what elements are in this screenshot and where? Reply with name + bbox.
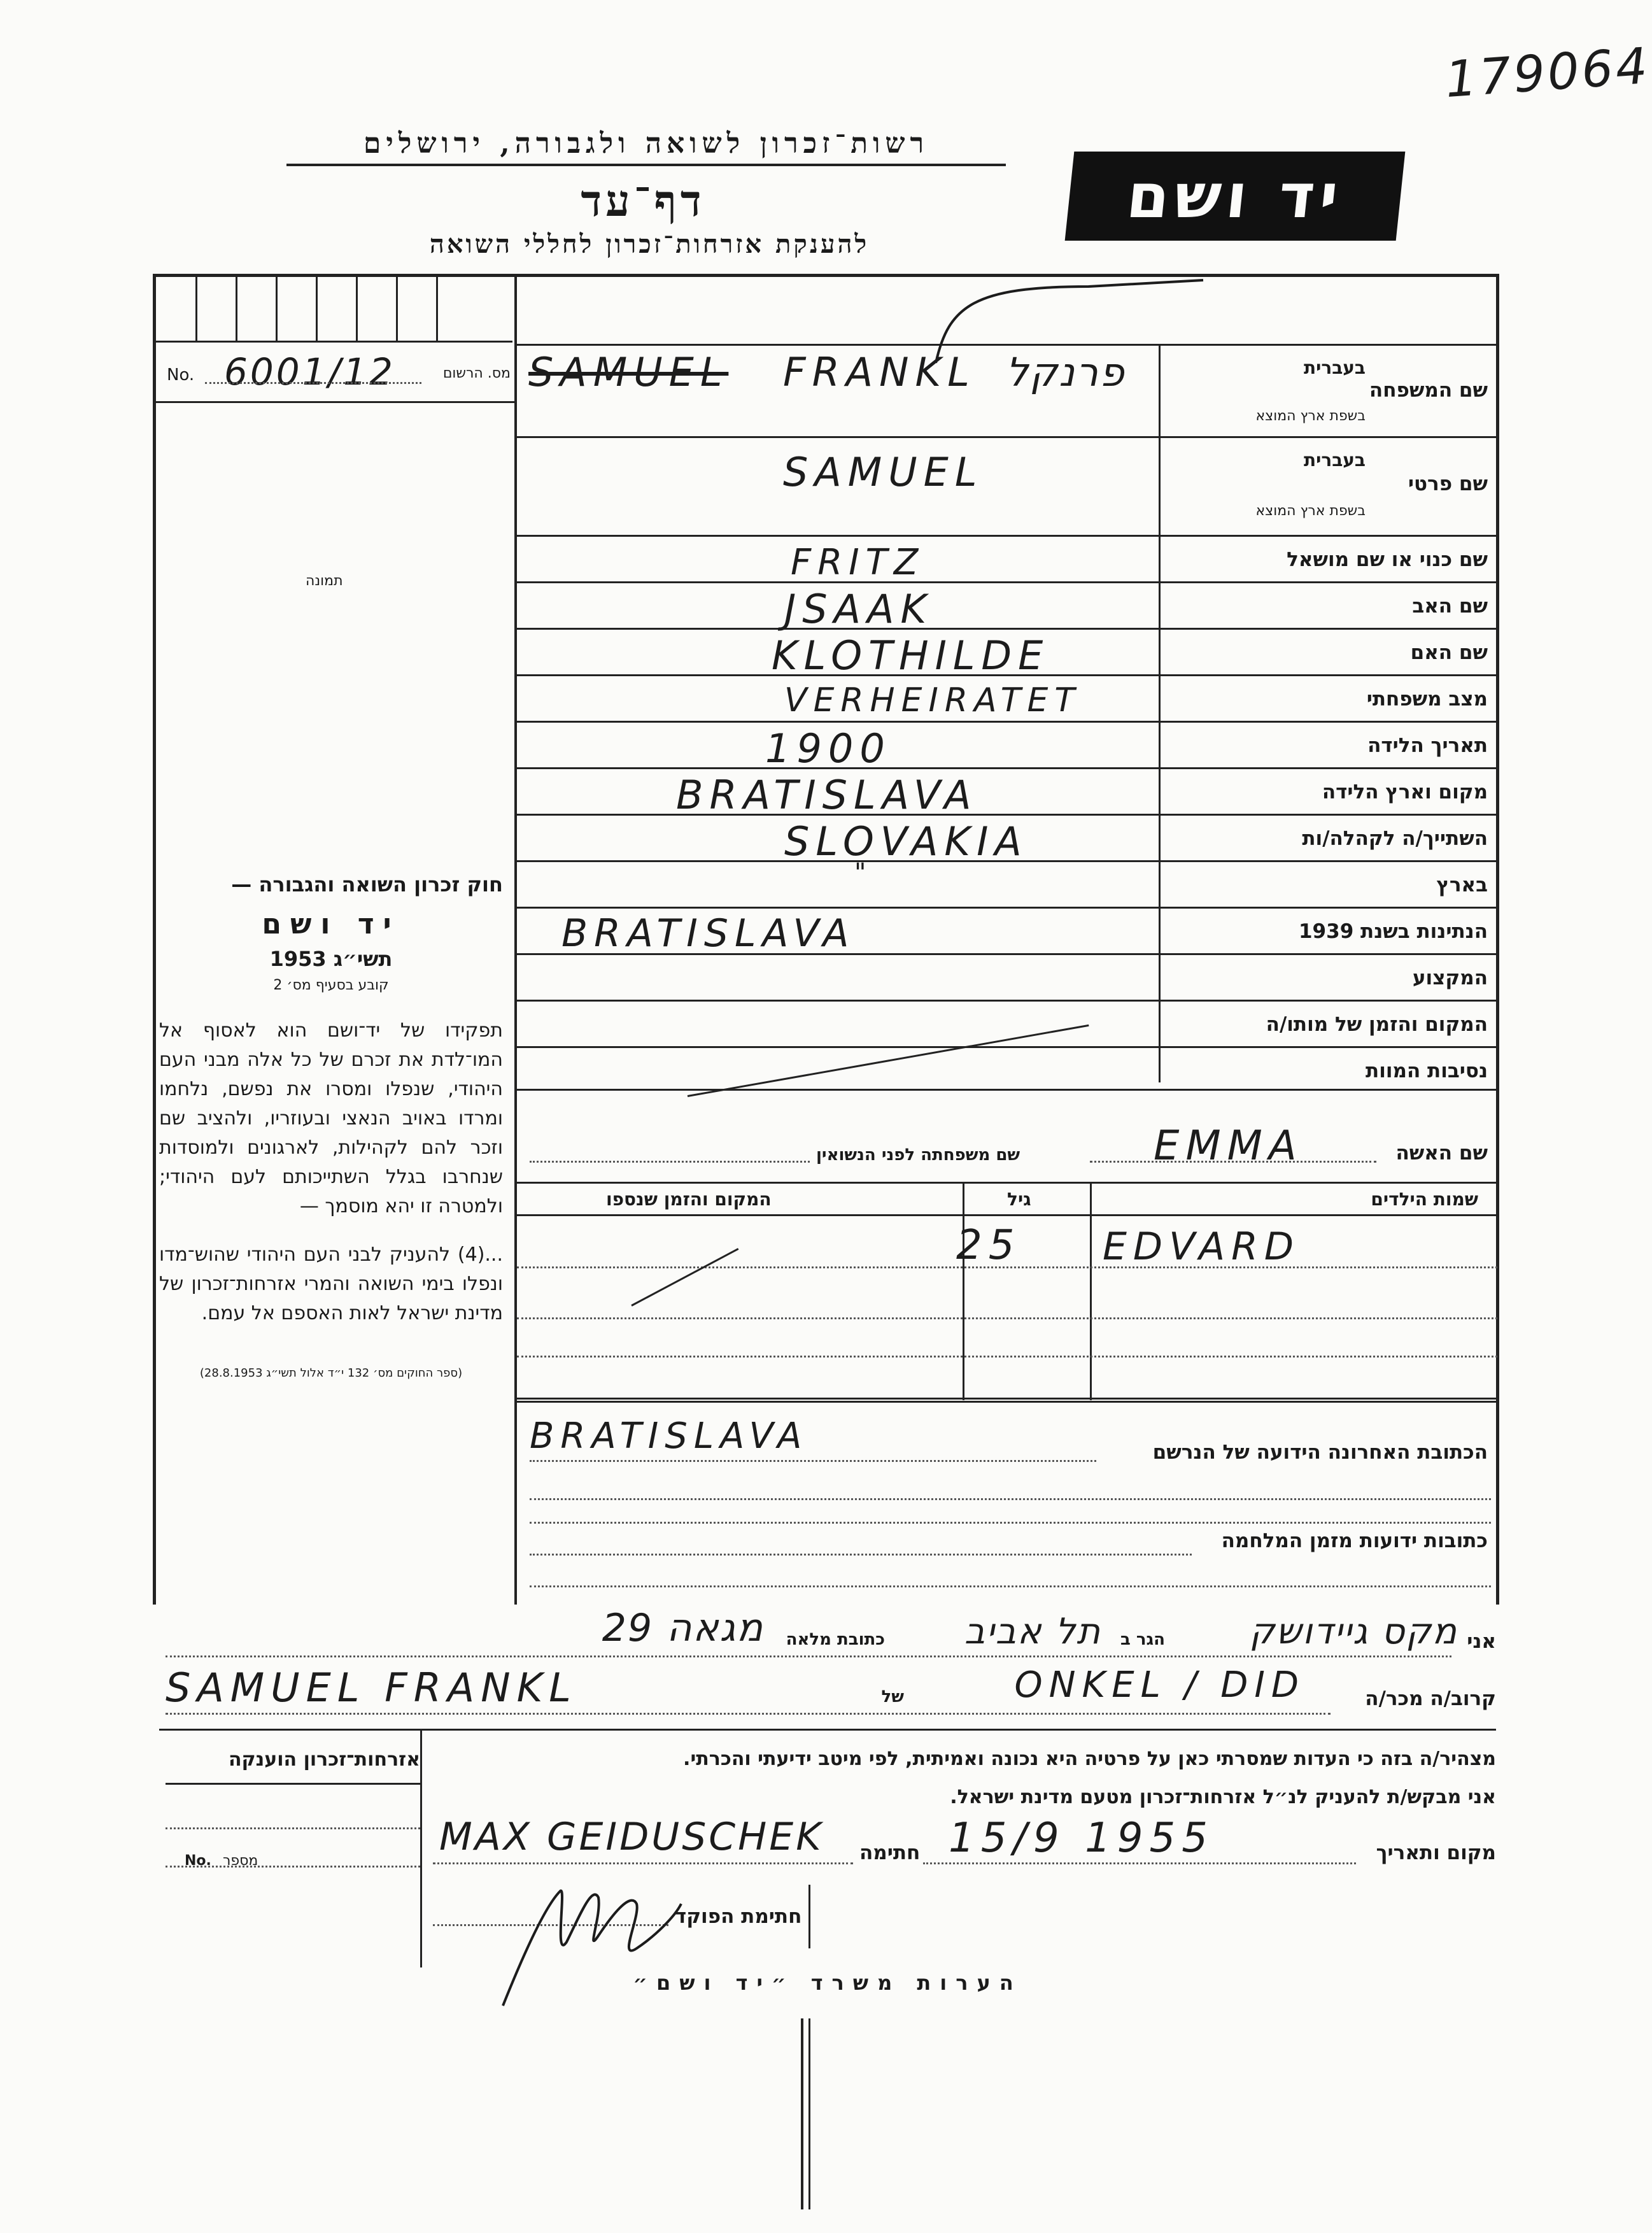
yad-vashem-logo [1065,152,1406,241]
family-name-hebrew: פרנקל [1006,349,1126,395]
field-value: FRITZ [791,542,925,583]
row-birthplace [517,769,1497,816]
row-country [517,858,1497,909]
row-death-place [517,1002,1497,1048]
citizenship-no-label: No. [185,1853,211,1869]
field-label: בארץ [1436,874,1488,897]
registration-label: מס. הרשום [442,365,511,381]
row-nickname [517,537,1497,583]
child-place-dash [631,1248,738,1307]
no-label: No. [167,365,195,385]
office-notes: הערות משרד ״יד ושם״ [633,1971,1022,1995]
last-address-label: הכתובת האחרונה הידועה של הנרשם [1152,1441,1488,1464]
field-value: JSAAK [784,586,933,632]
field-first-name [1165,439,1493,534]
maiden-label: שם משפחתה לפני הנשואין [816,1145,1020,1165]
field-label: השתייך/ה לקהלה/ות [1302,827,1488,850]
relative-label: קרוב/ה מכר/ה [1365,1687,1496,1710]
relative-value: ONKEL / DID [1014,1664,1305,1706]
children-names-header: שמות הילדים [1371,1189,1478,1210]
row-birthdate [517,723,1497,772]
family-name-struck: SAMUEL [528,349,729,395]
law-body-2: ...(4) להעניק לבני העם היהודי שהוש־מדו ונפלו בימי השואה והמרי אזרחות־זכרון של מדינת ישראל לאות האספם אל עמם. [159,1244,503,1324]
row-citizenship [517,909,1497,955]
row-marital [517,676,1497,723]
i-label: אני [1467,1630,1496,1653]
punch-grid [156,277,512,343]
field-label: הנתינות בשנת 1939 [1298,920,1488,943]
child-age: 25 [956,1222,1021,1269]
field-label: תאריך הלידה [1367,734,1488,757]
declaration-line-2: אני מבקש/ת להעניק לנ״ל אזרחות־זכרון מטעם מדינת ישראל. [950,1786,1496,1808]
field-value: SLOVAKIA [784,818,1028,865]
field-label: שם המשפחה [1369,379,1488,402]
law-body-1: תפקידו של יד־ושם הוא לאסוף אל המו־לדת את זכרם של כל אלה מבני העם היהודי, שנפלו ומסרו את נפשם, נלחמו ומרדו באויב הנאצי ובעוזריו, ולהציב שם וזכר להם לקהילות, לארגונים ולמוסדות שנחרבו בגלל השתייכותם לעם היהודי; ולמטרה זו יהא מוסמך — [159,1019,503,1217]
field-value: 1900 [765,725,891,772]
row-profession [517,955,1497,1002]
i-value: מקס גיידושק [1249,1611,1458,1652]
field-label: מקום וארץ הלידה [1322,781,1488,804]
row-death-circumstances [517,1048,1497,1089]
sub-origin: בשפת ארץ המוצא [1255,503,1366,519]
sub-hebrew: בעברית [1303,357,1366,378]
children-place-header: המקום והזמן שנספו [606,1189,772,1210]
child-name: EDVARD [1103,1224,1301,1269]
archive-number: 179064 [1443,37,1652,110]
row-mother [517,630,1497,679]
citizenship-no-he: מספר [223,1853,258,1869]
photo-label: תמונה [306,573,343,589]
law-box [159,872,503,1380]
field-label: שם פרטי [1408,472,1488,495]
arrow-flourish [923,267,1216,369]
last-address-value: BRATISLAVA [530,1415,808,1457]
wife-label: שם האשה [1395,1142,1488,1165]
last-address-row [517,1401,1497,1479]
resides-label: הגר ב [1120,1630,1165,1649]
field-value: KLOTHILDE [772,632,1050,679]
field-value: BRATISLAVA [561,911,856,956]
children-table [517,1182,1497,1400]
field-value: VERHEIRATET [784,681,1082,720]
registration-number: 6001/12 [224,350,395,393]
citizenship-box [166,1738,420,1897]
of-label: של [881,1687,904,1706]
family-name-value: FRANKL [783,349,976,395]
date-value: 15/9 1955 [949,1815,1214,1862]
subtitle: להענקת אזרחות־זכרון לחללי השואה [429,229,870,259]
city-value: תל אביב [964,1611,1101,1652]
law-year: תשי״ג 1953 [269,947,393,971]
law-source: (ספר החוקים מס׳ 132 י״ד אלול תשי״ג 28.8.1953) [199,1366,463,1380]
field-label: שם האם [1410,641,1488,664]
authority-heading: רשות־זכרון לשואה ולגבורה, ירושלים [286,127,1006,166]
declaration-line-1: מצהיר/ה בזה כי העדות שמסרתי כאן על פרטיה היא נכונה ואמיתית, לפי מיטב ידיעתי והכרתי. [683,1748,1496,1770]
law-clause: קובע בסעיף מס׳ 2 [273,977,389,993]
page-title: דף־עד [581,176,705,227]
war-addresses-label: כתובות ידועות מזמן המלחמה [1221,1529,1488,1552]
rows-block [517,537,1497,1089]
field-value: BRATISLAVA [676,772,978,818]
logo-text: יד ושם [1123,160,1347,232]
field-label: שם האב [1412,595,1488,618]
declaration [159,1606,1496,1967]
field-label: המקצוע [1412,967,1488,989]
wife-value: EMMA [1154,1123,1303,1170]
wife-row [517,1091,1497,1180]
field-label: שם כנוי או שם מושאל [1287,548,1488,571]
field-label: המקום והזמן של מותו/ה [1266,1013,1488,1036]
sub-hebrew: בעברית [1303,450,1366,471]
of-value: SAMUEL FRANKL [166,1664,577,1711]
official-signature-label: חתימת הפוקד [675,1905,802,1928]
address-value: מגאה 29 [602,1606,764,1650]
citizenship-title: אזרחות־זכרון הוענקה [228,1748,420,1771]
field-label: מצב משפחתי [1366,688,1488,711]
first-name-value: SAMUEL [783,449,984,495]
war-addresses-row [517,1490,1497,1585]
law-title: חוק זכרון השואה והגבורה — [231,872,503,897]
field-label: נסיבות המוות [1366,1060,1488,1082]
row-community [517,816,1497,865]
law-name: יד ושם [262,908,400,940]
address-label: כתובת מלאה [786,1630,885,1649]
signature-value: MAX GEIDUSCHEK [439,1815,824,1859]
place-date-label: מקום ותאריך [1376,1841,1496,1864]
row-father [517,583,1497,630]
children-age-header: גיל [1007,1189,1031,1210]
signature-label: חתימה [859,1841,921,1864]
sub-origin: בשפת ארץ המוצא [1255,408,1366,424]
registration-row [167,350,511,393]
field-value: " [854,858,873,888]
